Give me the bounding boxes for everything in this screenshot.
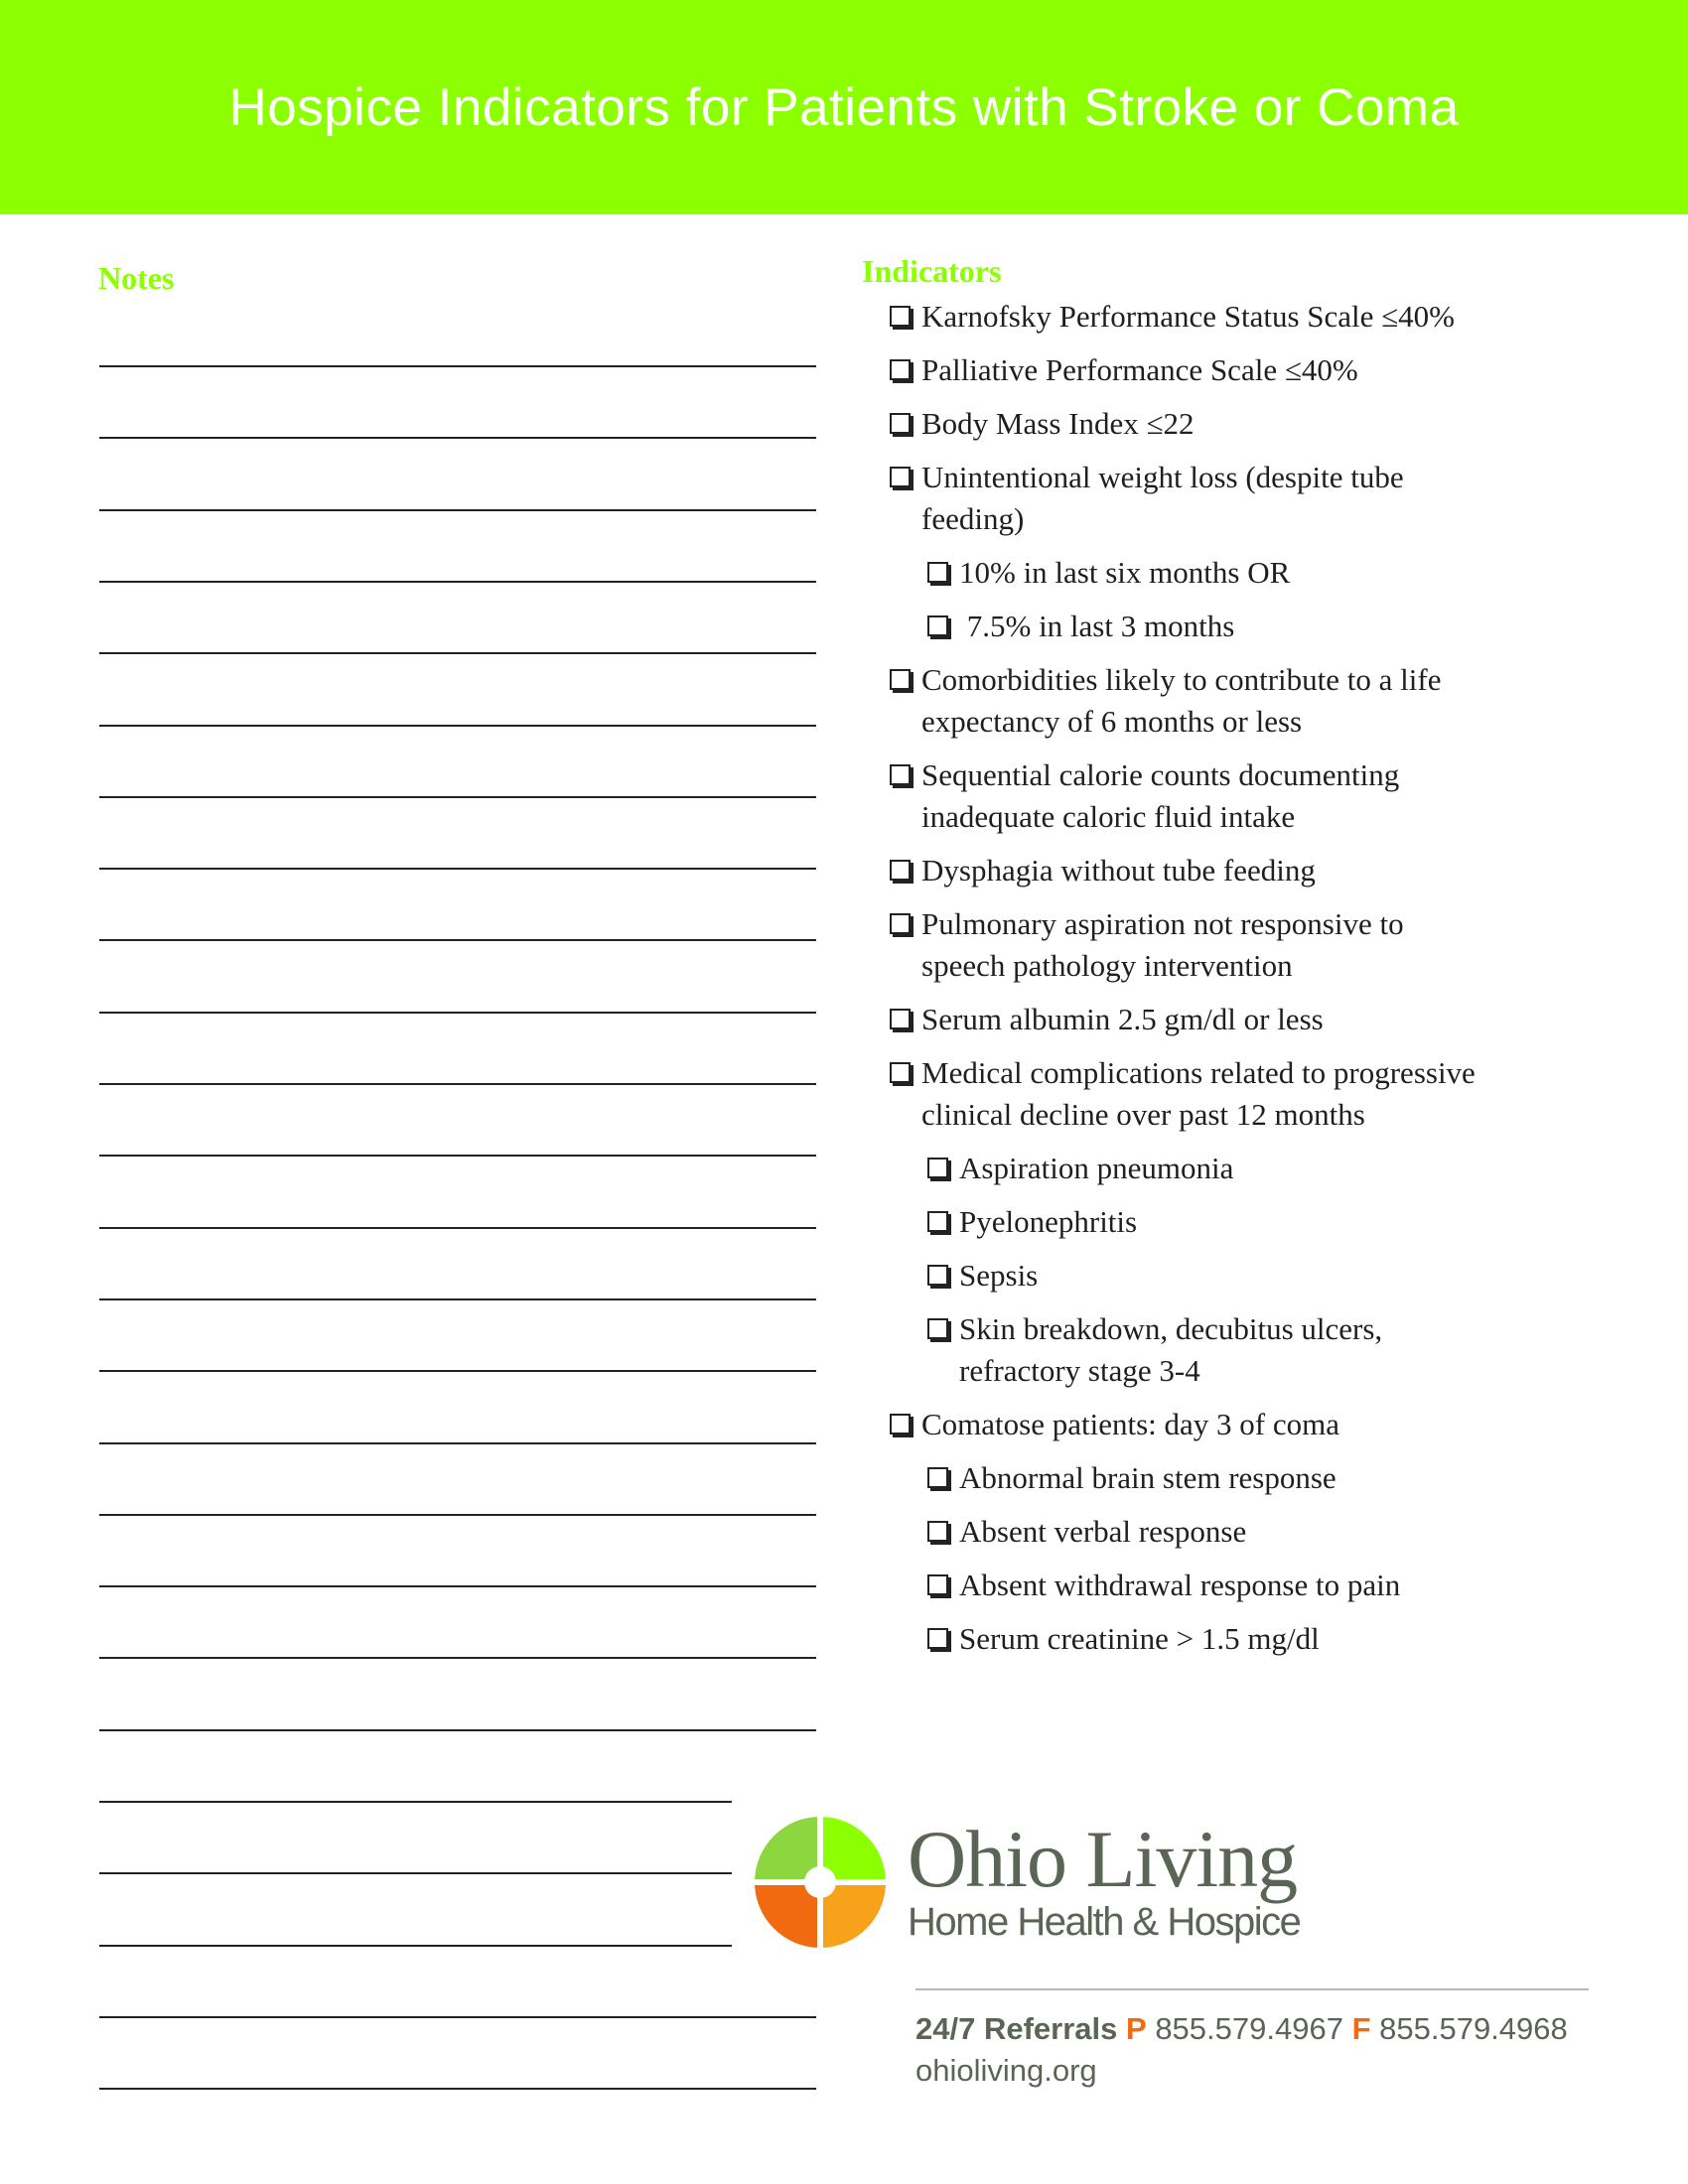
brand-subtitle: Home Health & Hospice [908, 1900, 1301, 1944]
checklist-item-label [959, 1565, 1400, 1606]
checklist-item-text: feeding) [921, 501, 1025, 536]
checklist-item-text: Unintentional weight loss (despite tube [921, 460, 1404, 494]
checklist-item [890, 349, 1358, 391]
checkbox[interactable] [890, 1009, 911, 1029]
checklist-item-label [921, 1052, 1476, 1136]
checkbox[interactable] [927, 1521, 948, 1542]
brand-block [908, 1815, 1300, 1945]
checklist-item [890, 296, 1455, 338]
website-link[interactable]: ohioliving.org [915, 2053, 1097, 2088]
checklist-item [927, 1255, 1038, 1297]
page-title: Hospice Indicators for Patients with Stroke or Coma [228, 77, 1460, 137]
checklist-item [890, 403, 1194, 445]
checklist-item [890, 850, 1316, 891]
checklist-item-text: Medical complications related to progressive [921, 1055, 1476, 1090]
checkbox[interactable] [927, 1628, 948, 1649]
checklist-item-text: Dysphagia without tube feeding [921, 853, 1316, 887]
checkbox[interactable] [927, 1467, 948, 1488]
checkbox[interactable] [927, 1211, 948, 1232]
checklist-item-label [921, 659, 1441, 743]
indicators-heading: Indicators [862, 253, 1002, 289]
checklist-item-text: Pulmonary aspiration not responsive to [921, 906, 1404, 941]
checklist-item-text: Comatose patients: day 3 of coma [921, 1407, 1339, 1441]
checkbox[interactable] [890, 306, 911, 327]
checklist-item-text: speech pathology intervention [921, 948, 1293, 983]
checklist-item-text: Aspiration pneumonia [959, 1151, 1234, 1185]
checklist-item-label [959, 1308, 1382, 1392]
checklist-item-text: Sequential calorie counts documenting [921, 757, 1400, 792]
checkbox[interactable] [890, 860, 911, 881]
checklist-item-text: Karnofsky Performance Status Scale ≤40% [921, 299, 1455, 334]
checklist-item-label [959, 1148, 1233, 1189]
notes-heading: Notes [98, 260, 175, 296]
checklist-item-label [959, 552, 1290, 594]
checkbox[interactable] [927, 615, 948, 636]
checklist-item [890, 903, 1404, 987]
fax-label: F [1351, 2011, 1371, 2046]
checklist-item-text: Palliative Performance Scale ≤40% [921, 352, 1358, 387]
checkbox[interactable] [927, 1318, 948, 1339]
checkbox[interactable] [927, 562, 948, 583]
checklist-item-label [959, 1201, 1137, 1243]
checkbox[interactable] [927, 1158, 948, 1178]
checklist-item-label [959, 1255, 1038, 1297]
checklist-item-text: Absent verbal response [959, 1514, 1247, 1549]
checklist-item-text: 10% in last six months OR [959, 555, 1291, 590]
checkbox[interactable] [890, 467, 911, 487]
checkbox[interactable] [890, 669, 911, 690]
ohio-living-logo [753, 1815, 888, 1950]
checklist-item [890, 754, 1399, 838]
checkbox[interactable] [890, 413, 911, 434]
checklist-item-text: Absent withdrawal response to pain [959, 1568, 1401, 1602]
checklist-item-label [921, 296, 1455, 338]
checklist-item-label [921, 754, 1399, 838]
checklist-item [927, 1565, 1400, 1606]
checklist-item-text: Serum creatinine > 1.5 mg/dl [959, 1621, 1320, 1656]
checkbox[interactable] [890, 913, 911, 934]
checklist-item-text: 7.5% in last 3 months [959, 609, 1235, 643]
checklist-item-label [959, 1618, 1320, 1660]
checkbox[interactable] [890, 1414, 911, 1434]
contact-block [915, 2008, 1568, 2092]
checklist-item-label [921, 403, 1194, 445]
checklist-item-label [921, 349, 1358, 391]
checklist-item [890, 457, 1404, 540]
checklist-item-label [959, 1457, 1336, 1499]
checklist-item [890, 659, 1441, 743]
checklist-item [927, 1308, 1382, 1392]
checklist-item-label [921, 1404, 1339, 1445]
checklist-item [927, 1201, 1137, 1243]
checklist-item-label [921, 850, 1316, 891]
checklist-item-text: Body Mass Index ≤22 [921, 406, 1195, 441]
phone-label: P [1126, 2011, 1147, 2046]
checklist-item [927, 606, 1234, 647]
checklist-item [927, 1618, 1320, 1660]
checkbox[interactable] [927, 1574, 948, 1595]
checklist-item-text: Sepsis [959, 1258, 1039, 1293]
checklist-item [927, 1457, 1336, 1499]
checklist-item-text: Serum albumin 2.5 gm/dl or less [921, 1002, 1324, 1036]
referrals-label: 24/7 Referrals [915, 2011, 1118, 2046]
checklist-item [927, 552, 1290, 594]
checklist-item-text: Pyelonephritis [959, 1204, 1138, 1239]
checklist-item [890, 1404, 1339, 1445]
checklist-item-label [921, 903, 1404, 987]
checklist-item-label [959, 1511, 1246, 1553]
checklist-item-label [921, 999, 1324, 1040]
checkbox[interactable] [890, 1062, 911, 1083]
checklist-item [927, 1148, 1233, 1189]
checklist-item-text: Comorbidities likely to contribute to a life [921, 662, 1442, 697]
checkbox[interactable] [927, 1265, 948, 1286]
checklist-item-text: Skin breakdown, decubitus ulcers, [959, 1311, 1383, 1346]
checklist-item [890, 1052, 1476, 1136]
checklist-item-text: clinical decline over past 12 months [921, 1097, 1365, 1132]
checklist-item-label [921, 457, 1404, 540]
checklist-item [927, 1511, 1246, 1553]
checklist-item-label [959, 606, 1234, 647]
footer-divider [915, 1988, 1589, 1990]
brand-name: Ohio Living [908, 1814, 1298, 1904]
checklist-item-text: inadequate caloric fluid intake [921, 799, 1296, 834]
checkbox[interactable] [890, 359, 911, 380]
checklist-item-text: refractory stage 3-4 [959, 1353, 1200, 1388]
referrals-line [915, 2008, 1568, 2050]
fax-number: 855.579.4968 [1379, 2011, 1568, 2046]
checkbox[interactable] [890, 764, 911, 785]
checklist-item-text: Abnormal brain stem response [959, 1460, 1336, 1495]
checklist-item-text: expectancy of 6 months or less [921, 704, 1303, 739]
checklist-item [890, 999, 1324, 1040]
phone-number[interactable]: 855.579.4967 [1155, 2011, 1343, 2046]
